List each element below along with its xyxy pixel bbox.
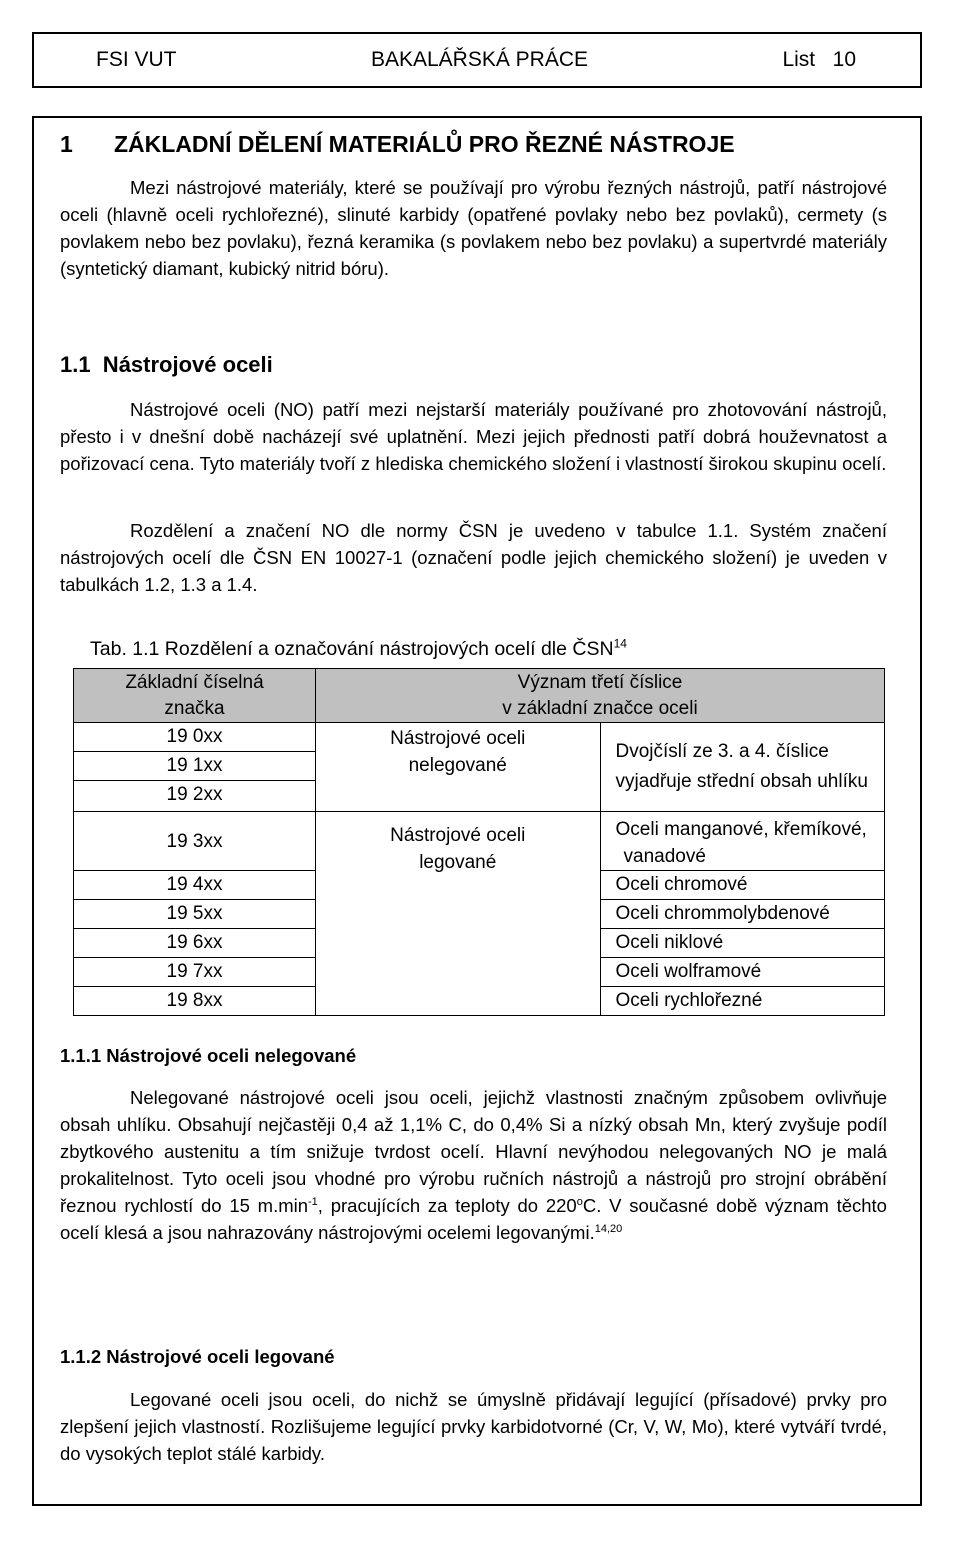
header-third-digit-meaning	[316, 669, 885, 723]
header-thesis-type: BAKALÁŘSKÁ PRÁCE	[370, 48, 589, 71]
meaning-carbon-line2: vyjadřuje střední obsah uhlíku	[615, 771, 868, 792]
code-cell: 19 4xx	[74, 871, 316, 900]
meaning-chromium: Oceli chromové	[600, 871, 885, 900]
section-1-1-2-paragraph: Legované oceli jsou oceli, do nichž se úmyslně přidávají legující (přísadové) prvky pro zlepšení jejich vlastností. Rozlišujeme legující prvky karbidotvorné (Cr, V, W, Mo), které vytváří tvrdé, do vysokých teplot stálé karbidy.	[60, 1389, 887, 1464]
chapter-heading	[60, 131, 735, 158]
code-cell: 19 0xx	[74, 723, 316, 752]
header-basic-code-line2: značka	[164, 698, 225, 719]
section-1-1-paragraph-1: Nástrojové oceli (NO) patří mezi nejstarší materiály používané pro zhotovování nástrojů, přesto i v dnešní době nacházejí své uplatnění. Mezi jejich přednosti patří dobrá houževnatost a pořizovací cena. Tyto materiály tvoří z hlediska chemického složení i vlastností širokou skupinu ocelí.	[60, 399, 887, 474]
table-caption-reference: 14	[613, 636, 627, 651]
code-cell: 19 6xx	[74, 929, 316, 958]
section-1-1-paragraph-2: Rozdělení a značení NO dle normy ČSN je uvedeno v tabulce 1.1. Systém značení nástrojových ocelí dle ČSN EN 10027-1 (označení podle jejich chemického složení) je uveden v tabulkách 1.2, 1.3 a 1.4.	[60, 520, 887, 595]
table-header-row	[74, 669, 885, 723]
chapter-number: 1	[60, 131, 73, 157]
header-page-number: List 10	[782, 48, 856, 71]
code-cell: 19 8xx	[74, 987, 316, 1016]
header-faculty: FSI VUT	[96, 48, 177, 71]
meaning-manganese-silicon-vanadium	[600, 812, 885, 871]
section-1-1-1-heading: 1.1.1 Nástrojové oceli nelegované	[60, 1045, 357, 1066]
paragraph-text-part-1: Nelegované nástrojové oceli jsou oceli, jejichž vlastnosti značným způsobem ovlivňuje obsah uhlíku. Obsahují nejčastěji 0,4 až 1,1% C, do 0,4% Si a nízký obsah Mn, který zvyšuje podíl zbytkového austenitu a tím snižuje tvrdost ocelí. Hlavní nevýhodou nelegovaných NO je malá prokalitelnost. Tyto oceli jsou vhodné pro výrobu ručních nástrojů a nástrojů pro strojní obrábění řeznou rychlostí do 15 m.min	[60, 1087, 887, 1216]
page-header	[32, 32, 922, 88]
table-row	[74, 723, 885, 752]
header-meaning-line2: v základní značce oceli	[502, 698, 698, 719]
group-nonalloy-line2: nelegované	[408, 755, 507, 776]
meaning-3-line2: vanadové	[623, 846, 706, 867]
group-alloy-line2: legované	[419, 852, 497, 873]
code-cell: 19 3xx	[74, 812, 316, 871]
group-nonalloy	[316, 723, 601, 812]
group-alloy-line1: Nástrojové oceli	[390, 825, 526, 846]
unit-exponent: -1	[308, 1195, 318, 1208]
section-1-1-2-heading: 1.1.2 Nástrojové oceli legované	[60, 1346, 335, 1367]
degree-symbol: o	[576, 1195, 583, 1208]
paragraph-text-part-2: , pracujících za teploty do 220	[317, 1195, 577, 1216]
meaning-high-speed: Oceli rychlořezné	[600, 987, 885, 1016]
section-1-1-heading: 1.1 Nástrojové oceli	[60, 352, 273, 377]
meaning-nickel: Oceli niklové	[600, 929, 885, 958]
meaning-chromium-molybdenum: Oceli chrommolybdenové	[600, 900, 885, 929]
chapter-title: ZÁKLADNÍ DĚLENÍ MATERIÁLŮ PRO ŘEZNÉ NÁSTROJE	[114, 131, 735, 157]
group-nonalloy-line1: Nástrojové oceli	[390, 728, 526, 749]
table-row	[74, 812, 885, 871]
group-alloy	[316, 812, 601, 1016]
steel-classification-table	[73, 668, 885, 1016]
paragraph-text-part-3: C. V současné době význam těchto ocelí klesá a jsou nahrazovány nástrojovými ocelemi legovanými.	[60, 1195, 887, 1243]
code-cell: 19 7xx	[74, 958, 316, 987]
meaning-3-line1: Oceli manganové, křemíkové,	[615, 819, 867, 840]
header-basic-code-line1: Základní číselná	[125, 672, 264, 693]
code-cell: 19 2xx	[74, 781, 316, 812]
chapter-intro-paragraph: Mezi nástrojové materiály, které se používají pro výrobu řezných nástrojů, patří nástrojové oceli (hlavně oceli rychlořezné), slinuté karbidy (opatřené povlaky nebo bez povlaků), cermety (s povlakem nebo bez povlaku), řezná keramika (s povlakem nebo bez povlaku) a supertvrdé materiály (syntetický diamant, kubický nitrid bóru).	[60, 177, 887, 279]
header-basic-code	[74, 669, 316, 723]
citation-reference: 14,20	[594, 1222, 623, 1235]
header-meaning-line1: Význam třetí číslice	[517, 672, 683, 693]
code-cell: 19 1xx	[74, 752, 316, 781]
table-caption	[90, 638, 627, 661]
meaning-carbon-content	[600, 723, 885, 812]
meaning-carbon-line1: Dvojčíslí ze 3. a 4. číslice	[615, 741, 829, 762]
section-1-1-1-paragraph	[60, 1084, 887, 1246]
table-caption-text: Tab. 1.1 Rozdělení a označování nástrojových ocelí dle ČSN	[90, 638, 614, 660]
meaning-tungsten: Oceli wolframové	[600, 958, 885, 987]
code-cell: 19 5xx	[74, 900, 316, 929]
